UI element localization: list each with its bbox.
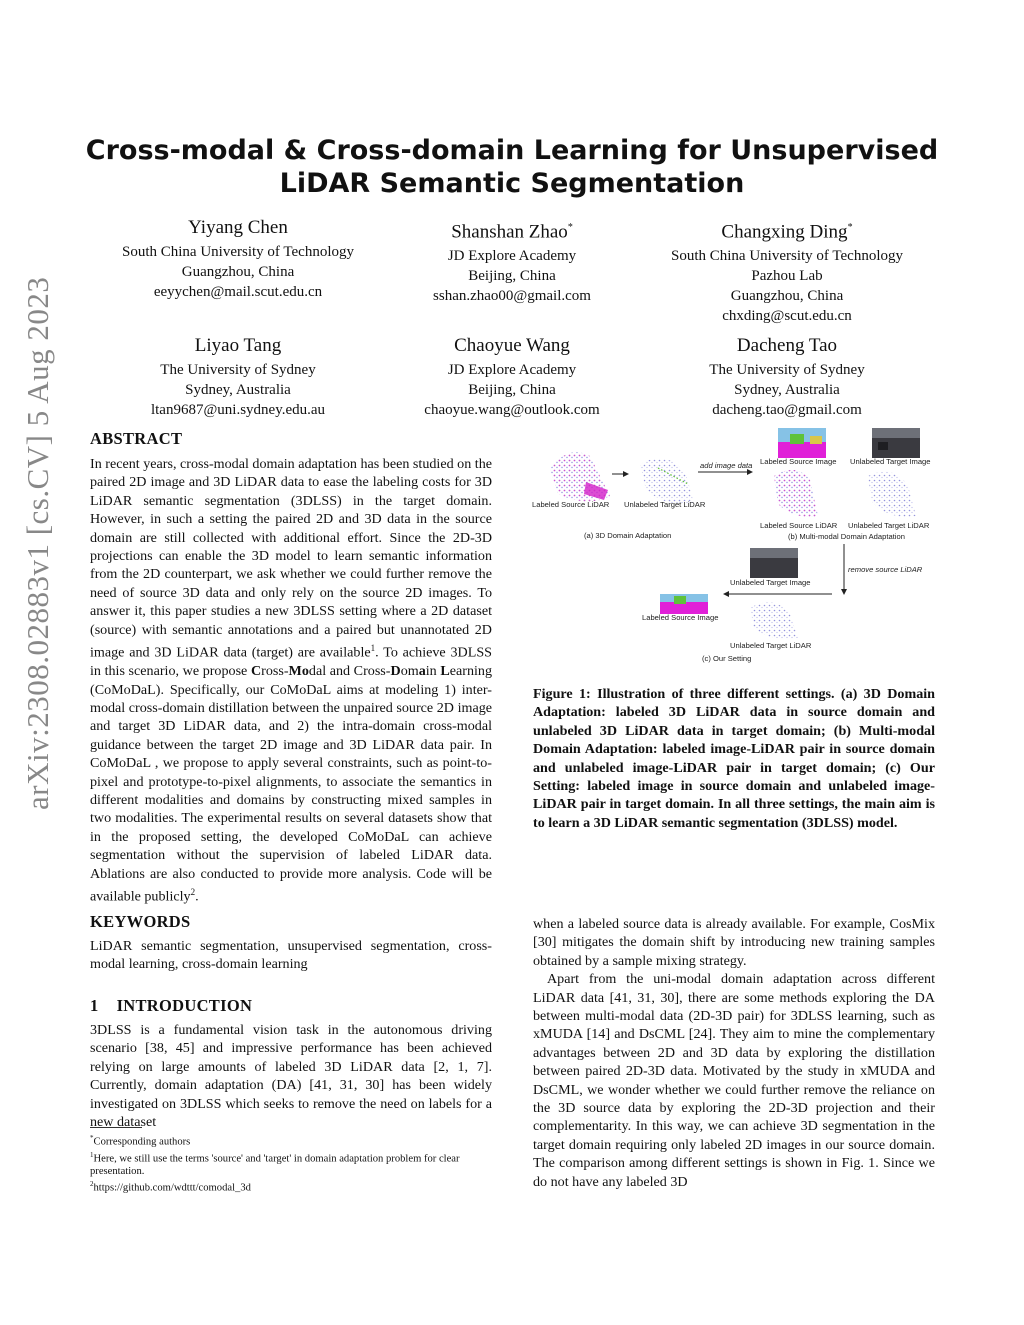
author-block [362,216,662,306]
author-affiliation: JD Explore Academy [447,248,577,265]
paper-title: Cross-modal & Cross-domain Learning for Unsupervised LiDAR Semantic Segmentation [85,135,939,199]
paragraph: when a labeled source data is already available. For example, CosMix [30] mitigates the domain shift by introducing new training samples obtained by a sample mixing strategy. [533,916,935,969]
footnote-2: $^2$https://github.com/wdttt/comodal_3d [90,1180,251,1194]
footnote-corresponding: *Corresponding authors [90,1134,191,1148]
footnote-ref: 2 [190,887,196,898]
figure-caption: Figure 1: Illustration of three different settings. (a) 3D Domain Adaptation: labeled 3D LiDAR data in source domain and unlabeled 3D LiDAR data in target domain; (b) Multi-modal Domain Adaptation: labeled image-LiDAR pair in source domain and unlabeled image-LiDAR pair in target domain; (c) Our Setting: labeled image in source domain and unlabeled image-LiDAR pair in target domain. In all three settings, the main aim is to learn a 3D LiDAR semantic segmentation (3DLSS) model. [533,686,935,831]
author-mark: * [847,222,853,233]
keywords-text: LiDAR semantic segmentation, unsupervised segmentation, cross-modal learning, cross-domain learning [90,938,492,973]
footnotes [90,1132,494,1195]
label-unlabeled-target-image: Unlabeled Target Image [850,457,931,466]
author-name: Dacheng Tao [736,335,838,356]
label-add-image-data: add image data [700,461,753,470]
author-location: Guangzhou, China [181,264,295,280]
section-heading [90,996,252,1016]
author-location: Sydney, Australia [734,382,840,398]
panel-a-label: (a) 3D Domain Adaptation [584,531,672,540]
abstract-text [90,455,492,906]
figure-1 [528,424,938,668]
camera-image-target-c [750,548,798,578]
label-unlabeled-target-lidar-b: Unlabeled Target LiDAR [848,521,930,530]
abstract-part: Specifically, our CoMoDaL aims at modeling 1) inter-modal cross-domain distillation between the unpaired source 2D image and target 3D LiDAR data, and 2) the intra-domain cross-modal guidance between the target 2D image and 3D LiDAR data pair. In CoMoDaL , we propose to apply several constraints, such as point-to-pixel and prototype-to-pixel alignments, to associate the semantics in different modalities and domains by constructing mixed samples in two modalities. The experimental results on several datasets show that in the proposed setting, the developed CoMoDaL can achieve segmentation without the supervision of labeled LiDAR data. Ablations are also conducted to provide more analysis. Code will be available publicly [90,681,492,905]
author-name: Yiyang Chen [188,217,288,238]
label-unlabeled-target-lidar-c: Unlabeled Target LiDAR [730,641,812,650]
label-labeled-source-image: Labeled Source Image [760,457,837,466]
abstract-part: dal and Cross- [308,663,391,680]
section-title: INTRODUCTION [116,996,253,1015]
author-email: ltan9687@uni.sydney.edu.au [150,402,326,418]
lidar-scan-source-b [774,470,818,517]
author-email: chaoyue.wang@outlook.com [424,402,600,418]
right-column-text [533,915,935,1191]
acronym-letter: Mo [288,663,309,680]
acronym-letter: D [390,663,401,680]
abstract-part: om [400,663,419,680]
acronym-letter: C [250,663,262,680]
author-affiliation: JD Explore Academy [447,362,577,378]
lidar-scan-target [640,458,694,504]
abstract-part: . [195,888,199,905]
panel-b-label: (b) Multi-modal Domain Adaptation [788,532,905,541]
author-affiliation: South China University of Technology [671,248,903,265]
panel-c-label: (c) Our Setting [702,654,752,663]
author-affiliation: Pazhou Lab [751,268,823,285]
label-labeled-source-image-c: Labeled Source Image [642,613,719,622]
lidar-scan-target-b [868,472,916,517]
author-name: Liyao Tang [194,335,282,356]
label-remove-source-lidar: remove source LiDAR [848,565,923,574]
author-email: eeyychen@mail.scut.edu.cn [153,284,323,300]
footnote-1: $^1$Here, we still use the terms 'source' and 'target' in domain adaptation problem for clear presentation. [90,1150,460,1178]
abstract-part: in [425,663,441,680]
lidar-scan-target-c [750,602,798,639]
abstract-part: . To achieve 3DLSS in this scenario, we propose [90,644,492,680]
acronym-letter: L [440,663,450,680]
author-email: dacheng.tao@gmail.com [712,402,862,418]
author-block [362,334,662,420]
abstract-part: In recent years, cross-modal domain adaptation has been studied on the paired 2D image and 3D LiDAR data to ease the labeling costs for 3D LiDAR semantic segmentation (3DLSS) in the target domain. However, in such a setting the paired 2D and 3D data in the source domain are still collected with additional effort. Since the 2D-3D projections can enable the 3D model to learn semantic information from the 2D counterpart, we ask whether we could further remove the need of source 3D data and only rely on the source 2D images. To answer it, this paper studies a new 3DLSS setting where a 2D dataset (source) with semantic annotations and a paired but unannotated 2D image and 3D LiDAR data (target) are available [90,456,492,661]
author-mark: * [567,222,573,233]
abstract-part: ross- [261,663,289,680]
acronym-letter: a [418,663,426,680]
segmentation-image-source [778,428,826,458]
author-location: Guangzhou, China [730,288,844,305]
footnote-ref: 1 [370,643,376,654]
paragraph: Apart from the uni-modal domain adaptation across different LiDAR data [41, 31, 30], there are some methods exploring the DA between multi-modal data (2D-3D pair) for 3DLSS learning, such as xMUDA [14] and DsCML [24]. They aim to mine the complementary advantages between 2D and 3D data by exploring the distillation between paired 2D-3D data. Motivated by the study in xMUDA and DsCML, we wonder whether we could further remove the reliance on the 3D source data by exploring the 2D-3D projection and their complementarity. In this way, we can achieve 3D segmentation in the target domain requiring only labeled 2D images in our source domain. The comparison among different settings is shown in Fig. 1. Since we do not have any labeled 3D [533,971,935,1190]
author-name: Chaoyue Wang [454,335,570,356]
author-block [88,216,388,302]
author-affiliation: The University of Sydney [709,362,865,378]
author-email: sshan.zhao00@gmail.com [433,288,591,305]
label-labeled-source-lidar-b: Labeled Source LiDAR [760,521,838,530]
label-unlabeled-target-lidar: Unlabeled Target LiDAR [624,500,706,509]
author-location: Beijing, China [468,382,556,398]
author-location: Sydney, Australia [185,382,291,398]
author-name: Shanshan Zhao [451,221,568,243]
section-number: 1 [90,996,99,1015]
footnote-rule [90,1127,142,1128]
intro-text: 3DLSS is a fundamental vision task in the autonomous driving scenario [38, 45] and impressive performance has been achieved relying on large amounts of labeled 3D LiDAR data [2, 1, 7]. Currently, domain adaptation (DA) [41, 31, 30] has been widely investigated on 3DLSS which seeks to remove the need on labels for a new dataset [90,1022,492,1131]
camera-image-target [872,428,920,458]
label-labeled-source-lidar: Labeled Source LiDAR [532,500,610,509]
author-location: Beijing, China [468,268,556,285]
arxiv-identifier: arXiv:2308.02883v1 [cs.CV] 5 Aug 2023 [20,276,55,810]
segmentation-image-source-c [660,594,708,614]
author-block [637,216,937,326]
abstract-part: earning (CoMoDaL). [90,663,492,698]
author-block [88,334,388,420]
keywords-heading: KEYWORDS [90,912,191,931]
code-link: https://github.com/wdttt/comodal_3d [93,1182,251,1194]
author-block [637,334,937,420]
label-unlabeled-target-image-c: Unlabeled Target Image [730,578,811,587]
author-affiliation: South China University of Technology [122,244,354,260]
lidar-scan-source [550,452,610,501]
author-affiliation: The University of Sydney [160,362,316,378]
abstract-heading: ABSTRACT [90,429,183,448]
author-email: chxding@scut.edu.cn [722,308,852,325]
author-name: Changxing Ding [721,221,848,243]
